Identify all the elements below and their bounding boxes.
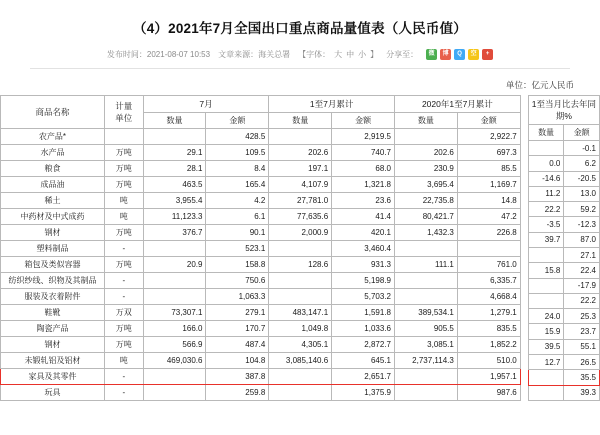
cell-unit: -: [104, 241, 143, 257]
cell-yoy-qty: [528, 385, 564, 401]
font-size-controls: [298, 49, 378, 60]
table-row: [1, 369, 521, 385]
yoy-row: [528, 263, 599, 278]
header-cum-amount: 金额: [332, 113, 395, 129]
header-commodity-name: 商品名称: [1, 96, 105, 129]
cell-july-qty: [143, 129, 206, 145]
cell-yoy-qty: 12.7: [528, 354, 564, 369]
cell-cum-amount: 5,198.9: [332, 273, 395, 289]
yoy-header-sub-row: [528, 125, 599, 141]
cell-cum-qty: [269, 129, 332, 145]
cell-july-amount: 750.6: [206, 273, 269, 289]
cell-unit: 万吨: [104, 321, 143, 337]
font-size-medium[interactable]: 中: [346, 50, 355, 59]
table-row: [1, 209, 521, 225]
cell-prev-amount: 835.5: [457, 321, 520, 337]
cell-prev-qty: [395, 241, 458, 257]
cell-cum-amount: 1,033.6: [332, 321, 395, 337]
cell-july-qty: [143, 385, 206, 401]
cell-yoy-qty: [528, 278, 564, 293]
cell-july-amount: 6.1: [206, 209, 269, 225]
cell-prev-amount: 85.5: [457, 161, 520, 177]
cell-yoy-amount: 26.5: [564, 354, 600, 369]
yoy-row: [528, 293, 599, 308]
cell-yoy-amount: 22.2: [564, 293, 600, 308]
cell-july-qty: 28.1: [143, 161, 206, 177]
cell-cum-qty: [269, 369, 332, 385]
more-share-icon[interactable]: +: [482, 49, 493, 60]
cell-yoy-amount: 25.3: [564, 309, 600, 324]
table-row: [1, 321, 521, 337]
yoy-row: [528, 354, 599, 369]
table-row: [1, 145, 521, 161]
publish-time: 发布时间：2021-08-07 10:53: [106, 50, 211, 59]
cell-yoy-qty: -14.6: [528, 171, 564, 186]
font-size-small[interactable]: 小: [358, 50, 367, 59]
cell-july-qty: [143, 369, 206, 385]
cell-yoy-amount: 27.1: [564, 247, 600, 262]
cell-yoy-qty: [528, 293, 564, 308]
yoy-row: [528, 156, 599, 171]
font-size-label: 【字体：: [298, 50, 331, 59]
table-row: [1, 161, 521, 177]
cell-commodity-name: 农产品*: [1, 129, 105, 145]
cell-prev-qty: [395, 289, 458, 305]
cell-prev-qty: 3,085.1: [395, 337, 458, 353]
cell-yoy-qty: [528, 141, 564, 156]
cell-yoy-qty: -3.5: [528, 217, 564, 232]
cell-cum-amount: 1,321.8: [332, 177, 395, 193]
cell-prev-amount: 14.8: [457, 193, 520, 209]
cell-july-amount: 158.8: [206, 257, 269, 273]
cell-prev-amount: 510.0: [457, 353, 520, 369]
share-icons: [426, 49, 493, 60]
cell-cum-qty: 4,305.1: [269, 337, 332, 353]
cell-cum-qty: 202.6: [269, 145, 332, 161]
cell-cum-amount: 740.7: [332, 145, 395, 161]
cell-yoy-qty: 11.2: [528, 186, 564, 201]
cell-prev-amount: 226.8: [457, 225, 520, 241]
cell-prev-qty: 22,735.8: [395, 193, 458, 209]
header-cumulative: 1至7月累计: [269, 96, 395, 113]
cell-cum-qty: 197.1: [269, 161, 332, 177]
table-row: [1, 225, 521, 241]
cell-yoy-amount: -17.9: [564, 278, 600, 293]
yoy-row: [528, 324, 599, 339]
cell-yoy-qty: 0.0: [528, 156, 564, 171]
table-row: [1, 353, 521, 369]
weibo-icon[interactable]: 博: [440, 49, 451, 60]
cell-prev-qty: 389,534.1: [395, 305, 458, 321]
cell-cum-amount: 23.6: [332, 193, 395, 209]
cell-prev-amount: 4,668.4: [457, 289, 520, 305]
cell-cum-amount: 68.0: [332, 161, 395, 177]
cell-july-amount: 523.1: [206, 241, 269, 257]
cell-prev-amount: 1,169.7: [457, 177, 520, 193]
cell-commodity-name: 中药材及中式成药: [1, 209, 105, 225]
header-yoy-qty: 数量: [528, 125, 564, 141]
cell-unit: -: [104, 385, 143, 401]
cell-july-amount: 4.2: [206, 193, 269, 209]
cell-unit: 万吨: [104, 145, 143, 161]
cell-cum-qty: 77,635.6: [269, 209, 332, 225]
yoy-row: [528, 186, 599, 201]
cell-yoy-amount: 55.1: [564, 339, 600, 354]
cell-yoy-amount: 23.7: [564, 324, 600, 339]
cell-july-amount: 487.4: [206, 337, 269, 353]
cell-cum-qty: [269, 385, 332, 401]
cell-july-amount: 165.4: [206, 177, 269, 193]
cell-commodity-name: 鞋靴: [1, 305, 105, 321]
header-july-amount: 金额: [206, 113, 269, 129]
cell-prev-qty: 2,737,114.3: [395, 353, 458, 369]
cell-prev-qty: 230.9: [395, 161, 458, 177]
cell-july-qty: [143, 289, 206, 305]
cell-prev-qty: 111.1: [395, 257, 458, 273]
cell-yoy-amount: -20.5: [564, 171, 600, 186]
cell-cum-qty: [269, 241, 332, 257]
table-body: [1, 129, 521, 401]
cell-unit: 吨: [104, 353, 143, 369]
cell-july-amount: 109.5: [206, 145, 269, 161]
cell-july-qty: [143, 241, 206, 257]
cell-prev-amount: 6,335.7: [457, 273, 520, 289]
cell-yoy-amount: 87.0: [564, 232, 600, 247]
cell-prev-amount: 987.6: [457, 385, 520, 401]
cell-commodity-name: 陶瓷产品: [1, 321, 105, 337]
cell-yoy-amount: 22.4: [564, 263, 600, 278]
font-size-large[interactable]: 大: [334, 50, 343, 59]
cell-july-qty: 376.7: [143, 225, 206, 241]
qzone-icon[interactable]: 空: [468, 49, 479, 60]
cell-commodity-name: 玩具: [1, 385, 105, 401]
cell-july-qty: 469,030.6: [143, 353, 206, 369]
cell-unit: 万吨: [104, 177, 143, 193]
yoy-row: [528, 385, 599, 401]
yoy-row: [528, 247, 599, 262]
cell-cum-qty: 2,000.9: [269, 225, 332, 241]
cell-yoy-amount: 59.2: [564, 202, 600, 217]
cell-july-qty: 11,123.3: [143, 209, 206, 225]
page-title: （4）2021年7月全国出口重点商品量值表（人民币值）: [133, 21, 467, 36]
cell-prev-amount: 1,852.2: [457, 337, 520, 353]
cell-prev-amount: 2,922.7: [457, 129, 520, 145]
cell-prev-qty: 80,421.7: [395, 209, 458, 225]
cell-prev-qty: [395, 385, 458, 401]
cell-july-qty: 73,307.1: [143, 305, 206, 321]
cell-yoy-qty: [528, 247, 564, 262]
cell-prev-amount: 697.3: [457, 145, 520, 161]
yoy-row: [528, 202, 599, 217]
cell-prev-amount: 761.0: [457, 257, 520, 273]
cell-cum-amount: 1,375.9: [332, 385, 395, 401]
cell-prev-qty: 905.5: [395, 321, 458, 337]
table-row: [1, 289, 521, 305]
cell-yoy-qty: 15.8: [528, 263, 564, 278]
cell-cum-amount: 41.4: [332, 209, 395, 225]
cell-prev-qty: [395, 369, 458, 385]
yoy-table: [528, 95, 600, 401]
cell-july-qty: 29.1: [143, 145, 206, 161]
cell-commodity-name: 家具及其零件: [1, 369, 105, 385]
cell-cum-qty: 1,049.8: [269, 321, 332, 337]
cell-yoy-qty: 39.7: [528, 232, 564, 247]
cell-unit: -: [104, 289, 143, 305]
cell-unit: 吨: [104, 193, 143, 209]
header-divider: [30, 68, 570, 69]
tables-wrapper: [0, 95, 600, 401]
cell-cum-amount: 645.1: [332, 353, 395, 369]
meta-bar: [0, 49, 600, 66]
table-row: [1, 273, 521, 289]
table-row: [1, 385, 521, 401]
cell-commodity-name: 箱包及类似容器: [1, 257, 105, 273]
cell-cum-amount: 2,919.5: [332, 129, 395, 145]
table-row: [1, 129, 521, 145]
header-previous-year: 2020年1至7月累计: [395, 96, 521, 113]
table-row: [1, 241, 521, 257]
cell-cum-amount: 1,591.8: [332, 305, 395, 321]
cell-unit: 万吨: [104, 257, 143, 273]
unit-note: 单位：亿元人民币: [505, 80, 574, 90]
header-yoy-amount: 金额: [564, 125, 600, 141]
wechat-icon[interactable]: 微: [426, 49, 437, 60]
cell-unit: [104, 129, 143, 145]
yoy-row: [528, 370, 599, 385]
qq-icon[interactable]: Q: [454, 49, 465, 60]
cell-prev-amount: 1,279.1: [457, 305, 520, 321]
yoy-row: [528, 309, 599, 324]
header-july: 7月: [143, 96, 269, 113]
cell-prev-amount: 47.2: [457, 209, 520, 225]
cell-cum-qty: 4,107.9: [269, 177, 332, 193]
cell-cum-amount: 2,651.7: [332, 369, 395, 385]
header-prev-qty: 数量: [395, 113, 458, 129]
yoy-row: [528, 217, 599, 232]
cell-commodity-name: 稀土: [1, 193, 105, 209]
cell-yoy-qty: 24.0: [528, 309, 564, 324]
cell-prev-amount: [457, 241, 520, 257]
source-label: 文章来源：海关总署: [218, 50, 291, 59]
cell-july-qty: 566.9: [143, 337, 206, 353]
cell-july-amount: 170.7: [206, 321, 269, 337]
cell-cum-amount: 3,460.4: [332, 241, 395, 257]
cell-commodity-name: 粮食: [1, 161, 105, 177]
yoy-row: [528, 171, 599, 186]
cell-cum-amount: 931.3: [332, 257, 395, 273]
cell-commodity-name: 钢材: [1, 225, 105, 241]
font-size-close-bracket: 】: [370, 50, 379, 59]
cell-july-qty: [143, 273, 206, 289]
cell-prev-qty: 3,695.4: [395, 177, 458, 193]
cell-prev-qty: 1,432.3: [395, 225, 458, 241]
cell-july-qty: 20.9: [143, 257, 206, 273]
cell-unit: -: [104, 273, 143, 289]
cell-commodity-name: 未锻轧铝及铝材: [1, 353, 105, 369]
yoy-row: [528, 339, 599, 354]
cell-commodity-name: 纺织纱线、织物及其制品: [1, 273, 105, 289]
cell-july-amount: 1,063.3: [206, 289, 269, 305]
cell-yoy-amount: -0.1: [564, 141, 600, 156]
cell-yoy-amount: 6.2: [564, 156, 600, 171]
header-unit: 计量 单位: [104, 96, 143, 129]
cell-prev-qty: [395, 129, 458, 145]
cell-cum-amount: 2,872.7: [332, 337, 395, 353]
header-july-qty: 数量: [143, 113, 206, 129]
cell-cum-qty: 3,085,140.6: [269, 353, 332, 369]
yoy-row: [528, 141, 599, 156]
cell-july-amount: 279.1: [206, 305, 269, 321]
cell-cum-qty: 128.6: [269, 257, 332, 273]
cell-july-amount: 387.8: [206, 369, 269, 385]
cell-yoy-qty: 15.9: [528, 324, 564, 339]
export-commodity-table: [0, 95, 521, 401]
cell-yoy-amount: 13.0: [564, 186, 600, 201]
cell-yoy-amount: 35.5: [564, 370, 600, 385]
table-row: [1, 177, 521, 193]
cell-cum-qty: [269, 273, 332, 289]
cell-commodity-name: 塑料制品: [1, 241, 105, 257]
cell-yoy-qty: [528, 370, 564, 385]
cell-unit: 万吨: [104, 337, 143, 353]
table-row: [1, 193, 521, 209]
cell-yoy-amount: 39.3: [564, 385, 600, 401]
table-row: [1, 305, 521, 321]
table-header-group-row: [1, 96, 521, 113]
yoy-table-body: [528, 141, 599, 401]
cell-cum-qty: 483,147.1: [269, 305, 332, 321]
cell-prev-amount: 1,957.1: [457, 369, 520, 385]
cell-july-amount: 259.8: [206, 385, 269, 401]
yoy-header-group-row: [528, 96, 599, 125]
cell-unit: 万双: [104, 305, 143, 321]
header-prev-amount: 金额: [457, 113, 520, 129]
share-label: 分享至：: [386, 50, 419, 59]
cell-cum-qty: [269, 289, 332, 305]
cell-july-amount: 104.8: [206, 353, 269, 369]
table-row: [1, 257, 521, 273]
cell-yoy-qty: 39.5: [528, 339, 564, 354]
yoy-row: [528, 278, 599, 293]
cell-commodity-name: 水产品: [1, 145, 105, 161]
table-row: [1, 337, 521, 353]
cell-unit: -: [104, 369, 143, 385]
cell-july-qty: 166.0: [143, 321, 206, 337]
cell-unit: 吨: [104, 209, 143, 225]
cell-july-qty: 3,955.4: [143, 193, 206, 209]
cell-july-amount: 428.5: [206, 129, 269, 145]
cell-july-amount: 90.1: [206, 225, 269, 241]
cell-commodity-name: 成品油: [1, 177, 105, 193]
cell-yoy-amount: -12.3: [564, 217, 600, 232]
cell-yoy-qty: 22.2: [528, 202, 564, 217]
header-cum-qty: 数量: [269, 113, 332, 129]
cell-july-amount: 8.4: [206, 161, 269, 177]
cell-july-qty: 463.5: [143, 177, 206, 193]
cell-prev-qty: 202.6: [395, 145, 458, 161]
cell-commodity-name: 钢材: [1, 337, 105, 353]
cell-cum-amount: 5,703.2: [332, 289, 395, 305]
cell-prev-qty: [395, 273, 458, 289]
cell-unit: 万吨: [104, 225, 143, 241]
cell-cum-amount: 420.1: [332, 225, 395, 241]
cell-cum-qty: 27,781.0: [269, 193, 332, 209]
cell-unit: 万吨: [104, 161, 143, 177]
yoy-row: [528, 232, 599, 247]
header-yoy: 1至当月比去年同 期%: [528, 96, 599, 125]
cell-commodity-name: 服装及衣着附件: [1, 289, 105, 305]
